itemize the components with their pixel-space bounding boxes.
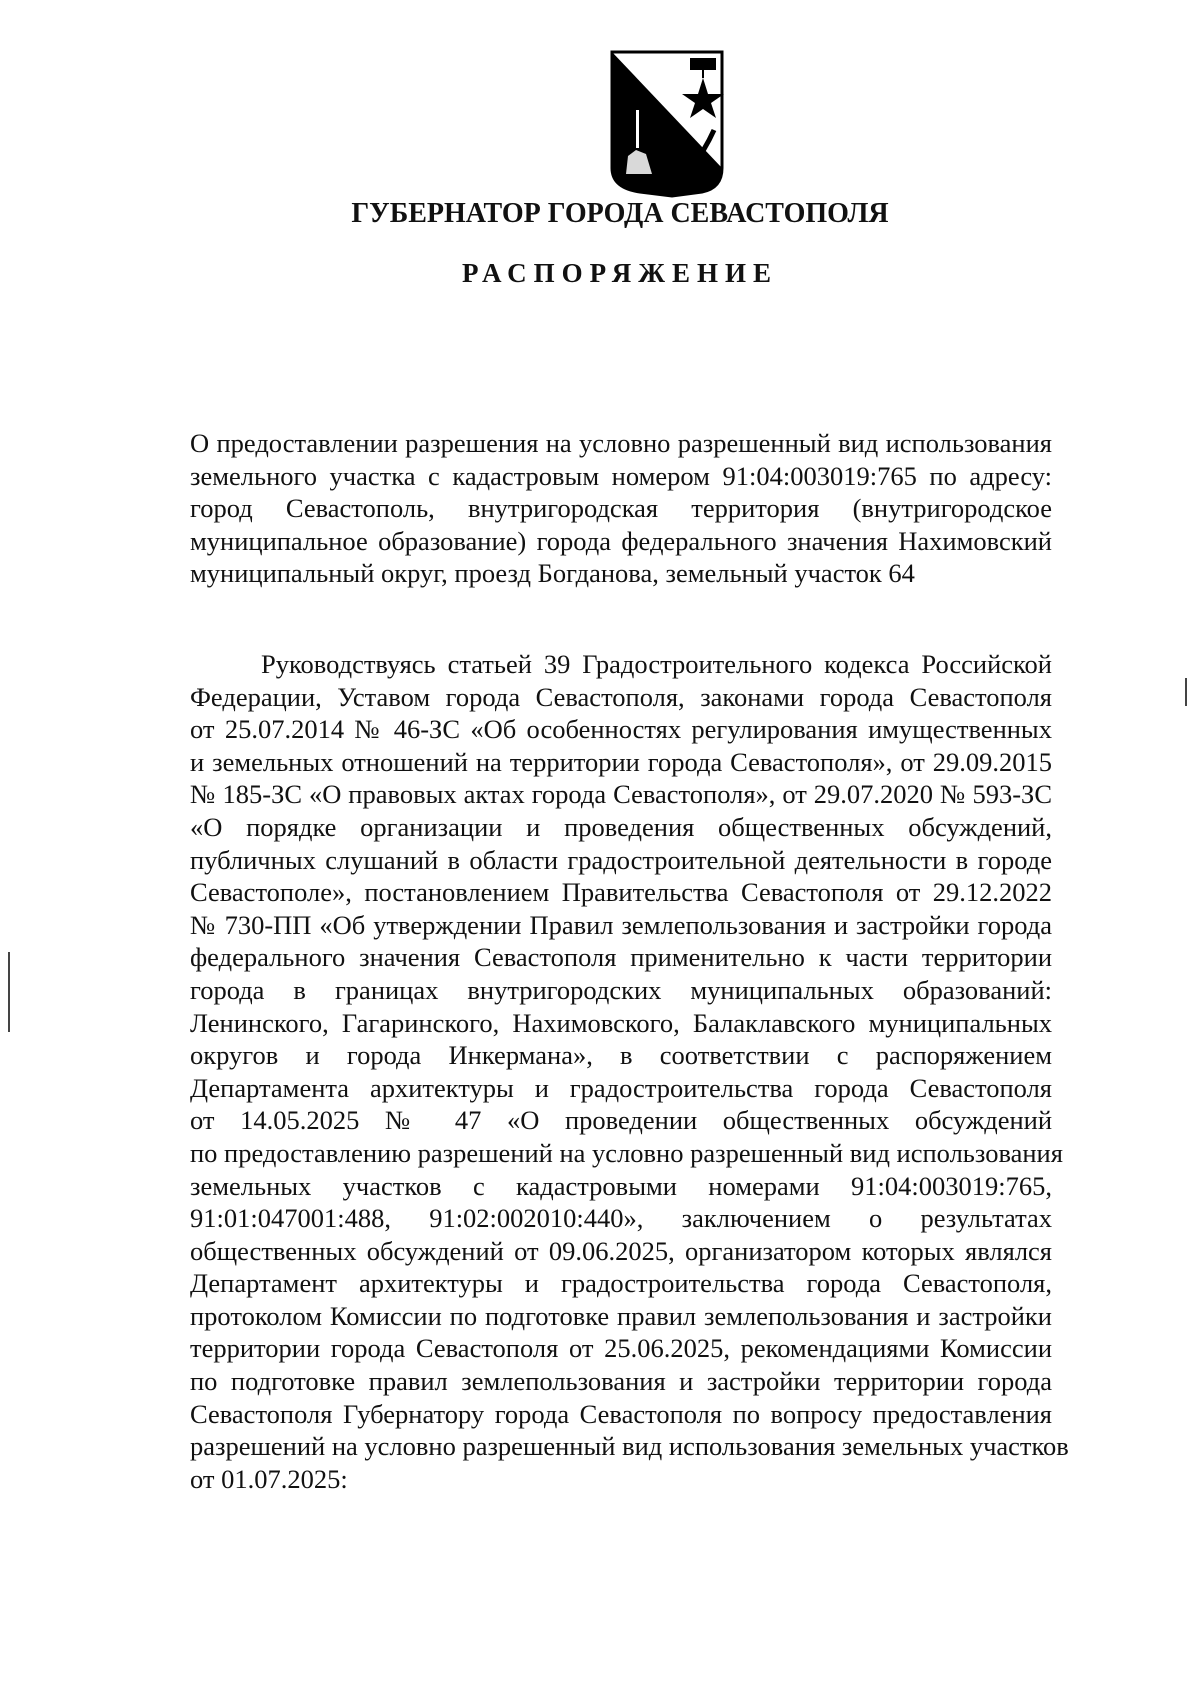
text-line: города в границах внутригородских муниципальных образований: <box>190 974 1052 1005</box>
text-line: от 01.07.2025: <box>190 1463 348 1494</box>
scan-margin-mark <box>8 952 10 1032</box>
text-line: по предоставлению разрешений на условно разрешенный вид использования <box>190 1137 1063 1168</box>
text-line: муниципальный округ, проезд Богданова, земельный участок 64 <box>190 558 915 589</box>
text-line: Руководствуясь статьей 39 Градостроительного кодекса Российской <box>261 649 1052 679</box>
document-type-heading: РАСПОРЯЖЕНИЕ <box>461 258 779 288</box>
body-paragraph <box>190 648 1069 1495</box>
text-line: Севастополя Губернатору города Севастополя по вопросу предоставления <box>190 1398 1052 1429</box>
text-line: № 185-ЗС «О правовых актах города Севастополя», от 29.07.2020 № 593-ЗС <box>190 779 1052 810</box>
text-line: Ленинского, Гагаринского, Нахимовского, Балаклавского муниципальных <box>190 1007 1052 1038</box>
text-line: протоколом Комиссии по подготовке правил землепользования и застройки <box>190 1300 1052 1331</box>
subject-paragraph <box>190 427 1052 590</box>
text-line: по подготовке правил землепользования и застройки территории города <box>190 1366 1052 1397</box>
text-line: и земельных отношений на территории города Севастополя», от 29.09.2015 <box>190 746 1052 777</box>
text-line: город Севастополь, внутригородская территория (внутригородское <box>190 493 1052 524</box>
text-line: округов и города Инкермана», в соответствии с распоряжением <box>190 1040 1052 1071</box>
text-line: земельных участков с кадастровыми номерами 91:04:003019:765, <box>190 1170 1052 1201</box>
text-line: Департамент архитектуры и градостроительства города Севастополя, <box>190 1268 1052 1299</box>
text-line: Севастополе», постановлением Правительства Севастополя от 29.12.2022 <box>190 877 1052 908</box>
sevastopol-coat-of-arms <box>610 50 750 198</box>
text-line: разрешений на условно разрешенный вид использования земельных участков <box>190 1431 1069 1462</box>
text-line: от 25.07.2014 № 46-ЗС «Об особенностях регулирования имущественных <box>190 714 1052 745</box>
text-line: территории города Севастополя от 25.06.2025, рекомендациями Комиссии <box>190 1333 1052 1364</box>
text-line: Федерации, Уставом города Севастополя, законами города Севастополя <box>190 681 1052 712</box>
text-line: № 730-ПП «Об утверждении Правил землепользования и застройки города <box>190 909 1052 940</box>
text-line: Департамента архитектуры и градостроительства города Севастополя <box>190 1072 1052 1103</box>
text-line: земельного участка с кадастровым номером 91:04:003019:765 по адресу: <box>190 460 1052 491</box>
text-line: общественных обсуждений от 09.06.2025, организатором которых являлся <box>190 1235 1052 1266</box>
text-line: «О порядке организации и проведения общественных обсуждений, <box>190 811 1052 842</box>
text-line: публичных слушаний в области градостроительной деятельности в городе <box>190 844 1052 875</box>
text-line: муниципальное образование) города федерального значения Нахимовский <box>190 525 1052 556</box>
text-line: федерального значения Севастополя применительно к части территории <box>190 942 1052 973</box>
authority-heading: ГУБЕРНАТОР ГОРОДА СЕВАСТОПОЛЯ <box>351 198 889 229</box>
text-line: 91:01:047001:488, 91:02:002010:440», заключением о результатах <box>190 1203 1052 1234</box>
text-line: О предоставлении разрешения на условно разрешенный вид использования <box>190 428 1052 458</box>
text-line: от 14.05.2025 № 47 «О проведении общественных обсуждений <box>190 1105 1052 1136</box>
scan-margin-mark <box>1185 678 1187 706</box>
